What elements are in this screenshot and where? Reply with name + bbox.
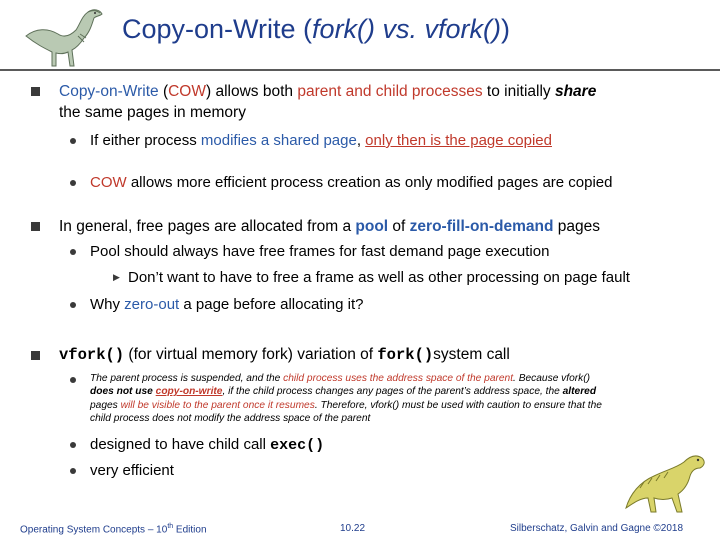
pool-text-part: pages <box>553 218 601 235</box>
cow-text-part: ) allows both <box>206 83 298 100</box>
bullet-dot-icon <box>70 138 76 144</box>
modify-term: modifies a shared page <box>200 132 357 149</box>
efficient-text: allows more efficient process creation as only modified pages are copied <box>126 174 613 191</box>
modify-text-part: , <box>356 132 366 149</box>
bullet-square-icon <box>31 87 40 96</box>
bullet-exec <box>90 435 324 455</box>
bullet-pool-text <box>59 217 600 237</box>
pool-text-part: In general, free pages are allocated from a <box>59 218 356 235</box>
bullet-square-icon <box>31 351 40 360</box>
vfork-explanation <box>90 372 702 425</box>
footer-page-number: 10.22 <box>340 523 366 534</box>
explanation-highlight: will be visible to the parent once it resumes <box>120 399 315 411</box>
bullet-efficient: very efficient <box>90 462 174 479</box>
bullet-dot-icon <box>70 442 76 448</box>
modify-text-part: If either process <box>90 132 201 149</box>
explanation-part: pages <box>90 399 121 411</box>
bullet-vfork-text <box>59 345 510 365</box>
zero-out-text-part: a page before allocating it? <box>179 296 364 313</box>
vfork-text-part: (for virtual memory fork) variation of <box>124 346 378 363</box>
bullet-cow-text <box>59 82 596 102</box>
bullet-square-icon <box>31 222 40 231</box>
explanation-line <box>90 399 702 412</box>
vfork-code: vfork() <box>59 346 125 364</box>
cow-text-part: to initially <box>482 83 555 100</box>
cow-term: Copy-on-Write <box>59 83 159 100</box>
title-divider <box>0 69 720 71</box>
explanation-highlight: altered <box>562 386 597 398</box>
cow-abbrev: COW <box>90 174 127 191</box>
footer-book <box>20 523 207 535</box>
title-prefix: Copy-on-Write ( <box>122 14 313 44</box>
bullet-dot-icon <box>70 180 76 186</box>
bullet-modify-text <box>90 131 552 150</box>
copied-term: only then is the page copied <box>365 132 552 149</box>
explanation-highlight: child process uses the address space of the parent <box>283 373 514 384</box>
parent-child-term: parent and child processes <box>297 83 483 100</box>
exec-text-part: designed to have child call <box>90 436 271 453</box>
bullet-dot-icon <box>70 249 76 255</box>
title-fork: fork() vs. vfork() <box>312 14 502 44</box>
explanation-part: does not use <box>90 386 156 398</box>
zero-fill-term: zero-fill-on-demand <box>409 218 554 235</box>
fork-code: fork() <box>377 346 434 364</box>
bullet-free-frames: Pool should always have free frames for fast demand page execution <box>90 243 550 260</box>
bullet-cow-efficient <box>90 173 613 192</box>
footer-edition: Edition <box>173 524 207 536</box>
exec-code: exec() <box>270 437 325 454</box>
bullet-page-fault: Don’t want to have to free a frame as well as other processing on page fault <box>128 269 630 286</box>
title-suffix: ) <box>501 14 511 44</box>
explanation-part: The parent process is suspended, and the <box>90 373 284 384</box>
bullet-dot-icon <box>70 468 76 474</box>
explanation-line: child process does not modify the address space of the parent <box>90 412 371 424</box>
bullet-dot-icon <box>70 377 76 383</box>
bullet-cow-line2: the same pages in memory <box>59 104 246 121</box>
explanation-part: . Because vfork() <box>513 373 591 384</box>
pool-text-part: of <box>388 218 410 235</box>
zero-out-text-part: Why <box>90 296 125 313</box>
footer-sup: th <box>167 523 174 530</box>
triangle-right-icon: ▶ <box>113 272 120 282</box>
page-title <box>122 14 510 45</box>
share-term: share <box>554 83 597 100</box>
pool-term: pool <box>355 218 389 235</box>
footer-book-title: Operating System Concepts – 10 <box>20 524 168 536</box>
cow-abbrev: COW <box>168 83 206 100</box>
cow-text-part: ( <box>158 83 169 100</box>
dinosaur-icon <box>22 6 112 70</box>
explanation-line <box>90 385 702 398</box>
explanation-line <box>90 372 702 385</box>
explanation-part: , if the child process changes any pages of the parent’s address space, the <box>222 386 563 398</box>
footer-authors: Silberschatz, Galvin and Gagne ©2018 <box>510 523 684 534</box>
explanation-part: . Therefore, vfork() must be used with caution to ensure that the <box>314 399 602 411</box>
bullet-zero-out <box>90 295 364 314</box>
explanation-highlight: copy-on-write <box>155 386 223 398</box>
zero-out-term: zero-out <box>124 296 180 313</box>
bullet-dot-icon <box>70 302 76 308</box>
dinosaur-icon <box>620 448 712 518</box>
vfork-text-part: system call <box>433 346 510 363</box>
